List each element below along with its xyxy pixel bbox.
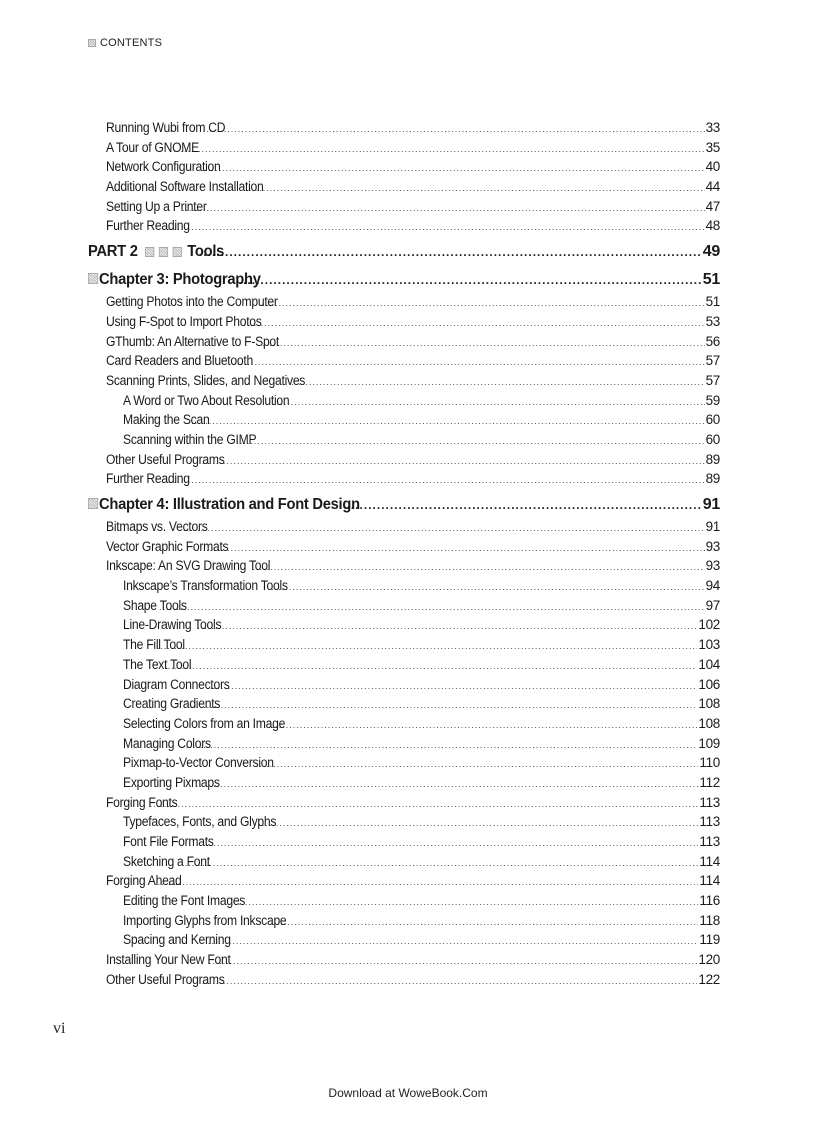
entry-title: Other Useful Programs <box>106 971 225 987</box>
toc-subsection-entry <box>88 393 720 413</box>
entry-page-number: 93 <box>705 558 720 574</box>
part-label: PART 2 <box>88 243 138 261</box>
entry-title: Importing Glyphs from Inkscape <box>123 912 287 928</box>
dot-leader <box>164 661 697 671</box>
part-squares-ornament <box>145 247 182 257</box>
toc-subsection-entry <box>88 755 720 775</box>
square-ornament-icon <box>173 247 182 257</box>
entry-title: Scanning Prints, Slides, and Negatives <box>106 372 306 388</box>
dot-leader <box>173 144 704 154</box>
dot-leader <box>202 976 697 986</box>
entry-title: Spacing and Kerning <box>123 932 231 948</box>
toc-section-entry <box>88 314 720 334</box>
entry-title: Forging Fonts <box>106 794 178 810</box>
entry-page-number: 102 <box>698 617 720 633</box>
dot-leader <box>262 338 704 348</box>
entry-title: Vector Graphic Formats <box>106 538 229 554</box>
toc-subsection-entry <box>88 854 720 874</box>
dot-leader <box>208 936 699 946</box>
toc-chapter-entry <box>88 266 720 294</box>
dot-leader <box>163 222 704 232</box>
entry-title: Chapter 3: Photography <box>99 271 261 289</box>
entry-title: Pixmap-to-Vector Conversion <box>123 755 274 771</box>
entry-title: A Word or Two About Resolution <box>123 392 290 408</box>
toc-subsection-entry <box>88 637 720 657</box>
entry-title: Additional Software Installation <box>106 179 264 195</box>
dot-leader <box>203 124 705 134</box>
entry-page-number: 91 <box>702 496 720 513</box>
entry-title: The Text Tool <box>123 656 192 672</box>
entry-title: Selecting Colors from an Image <box>123 715 286 731</box>
entry-page-number: 57 <box>705 353 720 369</box>
entry-title: Forging Ahead <box>106 873 182 889</box>
entry-title: Exporting Pixmaps <box>123 774 220 790</box>
entry-page-number: 108 <box>698 715 720 731</box>
toc-section-entry <box>88 353 720 373</box>
entry-title: Other Useful Programs <box>106 451 225 467</box>
dot-leader <box>154 877 698 887</box>
toc-subsection-entry <box>88 578 720 598</box>
toc-subsection-entry <box>88 913 720 933</box>
entry-page-number: 53 <box>705 313 720 329</box>
dot-leader <box>163 475 704 485</box>
entry-title: Diagram Connectors <box>123 676 230 692</box>
entry-page-number: 35 <box>705 139 720 155</box>
entry-page-number: 59 <box>705 392 720 408</box>
entry-page-number: 104 <box>698 656 720 672</box>
entry-page-number: 114 <box>699 873 720 889</box>
toc-subsection-entry <box>88 932 720 952</box>
dot-leader <box>197 621 697 631</box>
dot-leader <box>207 681 698 691</box>
dot-leader <box>271 582 704 592</box>
entry-page-number: 91 <box>705 519 720 534</box>
dot-leader <box>258 818 698 828</box>
dot-leader <box>184 416 704 426</box>
entry-title: Getting Photos into the Computer <box>106 294 278 310</box>
toc-section-entry <box>88 539 720 559</box>
dot-leader <box>159 602 705 612</box>
toc-section-entry <box>88 452 720 472</box>
entry-page-number: 49 <box>702 243 720 261</box>
toc-section-entry <box>88 218 720 238</box>
dot-leader <box>183 523 705 533</box>
toc-subsection-entry <box>88 736 720 756</box>
toc-chapter-entry <box>88 491 720 519</box>
entry-page-number: 116 <box>699 893 720 909</box>
entry-title: Editing the Font Images <box>123 893 246 909</box>
entry-page-number: 40 <box>705 159 720 175</box>
chapter-square-icon <box>88 273 98 284</box>
entry-page-number: 110 <box>699 755 720 771</box>
toc-section-entry <box>88 873 720 893</box>
header-title: CONTENTS <box>100 37 163 49</box>
dot-leader <box>268 720 697 730</box>
entry-title: Scanning within the GIMP <box>123 431 257 447</box>
toc-section-entry <box>88 334 720 354</box>
toc-section-entry <box>88 159 720 179</box>
toc-part-entry <box>88 238 720 266</box>
dot-leader <box>157 641 698 651</box>
entry-title: Network Configuration <box>106 159 221 175</box>
toc-section-entry <box>88 952 720 972</box>
toc-subsection-entry <box>88 775 720 795</box>
entry-page-number: 51 <box>702 271 720 289</box>
square-ornament-icon <box>159 247 168 257</box>
entry-page-number: 44 <box>705 179 720 195</box>
toc-subsection-entry <box>88 834 720 854</box>
running-header <box>88 37 162 49</box>
toc-subsection-entry <box>88 716 720 736</box>
dot-leader <box>199 245 702 259</box>
entry-page-number: 113 <box>699 814 720 830</box>
entry-title: Inkscape’s Transformation Tools <box>123 578 288 594</box>
entry-page-number: 47 <box>705 198 720 214</box>
entry-title: Shape Tools <box>123 597 187 613</box>
toc-section-entry <box>88 558 720 578</box>
toc-section-entry <box>88 140 720 160</box>
dot-leader <box>186 740 698 750</box>
dot-leader <box>197 163 704 173</box>
entry-title: Typefaces, Fonts, and Glyphs <box>123 814 277 830</box>
entry-page-number: 89 <box>705 471 720 487</box>
toc-section-entry <box>88 373 720 393</box>
dot-leader <box>202 456 705 466</box>
entry-page-number: 97 <box>705 597 720 613</box>
part-title: Tools <box>187 243 225 261</box>
entry-title: Sketching a Font <box>123 853 210 869</box>
entry-page-number: 122 <box>698 971 720 987</box>
entry-title: Running Wubi from CD <box>106 120 226 135</box>
toc-subsection-entry <box>88 617 720 637</box>
entry-title: Managing Colors <box>123 735 211 751</box>
dot-leader <box>224 897 699 907</box>
dot-leader <box>233 357 704 367</box>
chapter-square-icon <box>88 498 98 509</box>
dot-leader <box>243 318 705 328</box>
square-ornament-icon <box>145 247 154 257</box>
dot-leader <box>189 838 699 848</box>
dot-leader <box>273 397 705 407</box>
dot-leader <box>182 203 705 213</box>
entry-page-number: 113 <box>699 834 720 849</box>
entry-page-number: 114 <box>699 853 720 869</box>
toc-subsection-entry <box>88 412 720 432</box>
dot-leader <box>253 562 705 572</box>
entry-title: Line-Drawing Tools <box>123 617 222 633</box>
entry-title: The Fill Tool <box>123 637 185 653</box>
dot-leader <box>196 779 699 789</box>
toc-section-entry <box>88 120 720 140</box>
entry-title: Setting Up a Printer <box>106 198 207 214</box>
entry-title: Bitmaps vs. Vectors <box>106 519 208 534</box>
dot-leader <box>270 917 699 927</box>
toc-subsection-entry <box>88 432 720 452</box>
entry-page-number: 109 <box>698 735 720 751</box>
entry-page-number: 106 <box>698 676 720 692</box>
entry-title: Further Reading <box>106 218 190 234</box>
dot-leader <box>236 436 704 446</box>
entry-title: Further Reading <box>106 471 190 487</box>
toc-subsection-entry <box>88 657 720 677</box>
entry-page-number: 60 <box>705 431 720 447</box>
dot-leader <box>206 543 704 553</box>
table-of-contents <box>88 120 720 992</box>
entry-page-number: 108 <box>698 696 720 712</box>
entry-page-number: 112 <box>699 774 720 790</box>
entry-title: Installing Your New Font <box>106 952 231 968</box>
footer-text: Download at WoweBook.Com <box>328 1086 488 1100</box>
entry-title: Font File Formats <box>123 834 214 849</box>
dot-leader <box>245 183 704 193</box>
dot-leader <box>150 799 699 809</box>
toc-section-entry <box>88 795 720 815</box>
entry-title: Chapter 4: Illustration and Font Design <box>99 496 360 513</box>
entry-page-number: 119 <box>699 932 720 948</box>
toc-subsection-entry <box>88 677 720 697</box>
toc-subsection-entry <box>88 893 720 913</box>
toc-section-entry <box>88 199 720 219</box>
dot-leader <box>291 377 704 387</box>
dot-leader <box>347 498 702 512</box>
entry-page-number: 118 <box>699 912 720 928</box>
dot-leader <box>196 700 697 710</box>
toc-section-entry <box>88 972 720 992</box>
entry-page-number: 113 <box>699 794 720 810</box>
dot-leader <box>256 759 699 769</box>
entry-page-number: 57 <box>705 372 720 388</box>
entry-page-number: 93 <box>705 538 720 554</box>
toc-subsection-entry <box>88 814 720 834</box>
entry-title: GThumb: An Alternative to F-Spot <box>106 333 280 349</box>
entry-page-number: 56 <box>705 333 720 349</box>
entry-page-number: 103 <box>698 637 720 653</box>
entry-title: A Tour of GNOME <box>106 139 199 155</box>
entry-page-number: 94 <box>705 578 720 594</box>
dot-leader <box>185 858 699 868</box>
dot-leader <box>261 298 705 308</box>
page-number: vi <box>53 1020 66 1037</box>
dot-leader <box>209 956 698 966</box>
entry-page-number: 51 <box>705 294 720 310</box>
toc-section-entry <box>88 471 720 491</box>
entry-title: Creating Gradients <box>123 696 221 712</box>
entry-title: Using F-Spot to Import Photos <box>106 313 262 329</box>
entry-title: Making the Scan <box>123 412 210 428</box>
entry-page-number: 89 <box>705 451 720 467</box>
entry-page-number: 60 <box>705 412 720 428</box>
entry-page-number: 33 <box>705 120 720 135</box>
toc-subsection-entry <box>88 696 720 716</box>
header-square-icon <box>88 39 96 47</box>
toc-section-entry <box>88 294 720 314</box>
entry-title: Card Readers and Bluetooth <box>106 353 253 369</box>
entry-title: Inkscape: An SVG Drawing Tool <box>106 558 271 574</box>
dot-leader <box>239 273 702 287</box>
entry-page-number: 120 <box>698 952 720 968</box>
toc-subsection-entry <box>88 598 720 618</box>
toc-section-entry <box>88 519 720 539</box>
entry-page-number: 48 <box>705 218 720 234</box>
toc-section-entry <box>88 179 720 199</box>
